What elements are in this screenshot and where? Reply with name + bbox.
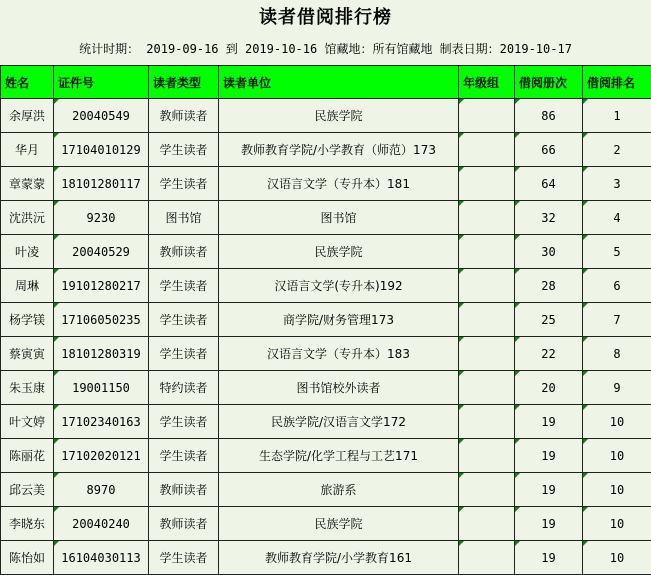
cell-card-id: 8970 bbox=[54, 473, 149, 507]
cell-reader-type: 学生读者 bbox=[149, 133, 219, 167]
cell-reader-type: 教师读者 bbox=[149, 507, 219, 541]
cell-borrow-rank: 5 bbox=[583, 235, 651, 269]
cell-grade-group bbox=[459, 133, 515, 167]
cell-card-id: 16104030113 bbox=[54, 541, 149, 575]
cell-name: 余厚洪 bbox=[1, 99, 54, 133]
cell-reader-type: 教师读者 bbox=[149, 473, 219, 507]
cell-borrow-rank: 10 bbox=[583, 405, 651, 439]
cell-borrow-rank: 4 bbox=[583, 201, 651, 235]
cell-card-id: 17102020121 bbox=[54, 439, 149, 473]
table-row bbox=[1, 371, 651, 405]
cell-grade-group bbox=[459, 405, 515, 439]
cell-name: 陈丽花 bbox=[1, 439, 54, 473]
cell-borrow-count: 66 bbox=[515, 133, 583, 167]
cell-borrow-rank: 3 bbox=[583, 167, 651, 201]
cell-borrow-rank: 10 bbox=[583, 439, 651, 473]
cell-grade-group bbox=[459, 473, 515, 507]
cell-reader-unit: 汉语言文学（专升本）181 bbox=[219, 167, 459, 201]
cell-reader-type: 学生读者 bbox=[149, 167, 219, 201]
cell-borrow-count: 19 bbox=[515, 473, 583, 507]
cell-reader-type: 图书馆 bbox=[149, 201, 219, 235]
cell-card-id: 19101280217 bbox=[54, 269, 149, 303]
cell-reader-unit: 图书馆 bbox=[219, 201, 459, 235]
cell-grade-group bbox=[459, 303, 515, 337]
cell-card-id: 17104010129 bbox=[54, 133, 149, 167]
cell-grade-group bbox=[459, 371, 515, 405]
cell-reader-type: 学生读者 bbox=[149, 405, 219, 439]
table-row bbox=[1, 337, 651, 371]
cell-reader-unit: 民族学院 bbox=[219, 99, 459, 133]
cell-borrow-count: 19 bbox=[515, 439, 583, 473]
cell-name: 陈怡如 bbox=[1, 541, 54, 575]
cell-borrow-rank: 7 bbox=[583, 303, 651, 337]
table-row bbox=[1, 133, 651, 167]
cell-borrow-count: 19 bbox=[515, 405, 583, 439]
header-reader-type: 读者类型 bbox=[149, 66, 219, 99]
cell-borrow-count: 19 bbox=[515, 541, 583, 575]
table-row bbox=[1, 235, 651, 269]
cell-borrow-rank: 8 bbox=[583, 337, 651, 371]
cell-card-id: 17102340163 bbox=[54, 405, 149, 439]
cell-grade-group bbox=[459, 337, 515, 371]
cell-card-id: 18101280319 bbox=[54, 337, 149, 371]
cell-borrow-rank: 6 bbox=[583, 269, 651, 303]
cell-borrow-rank: 10 bbox=[583, 507, 651, 541]
table-row bbox=[1, 439, 651, 473]
cell-card-id: 9230 bbox=[54, 201, 149, 235]
table-row bbox=[1, 269, 651, 303]
cell-reader-unit: 旅游系 bbox=[219, 473, 459, 507]
table-row bbox=[1, 405, 651, 439]
cell-borrow-rank: 1 bbox=[583, 99, 651, 133]
cell-borrow-count: 20 bbox=[515, 371, 583, 405]
cell-grade-group bbox=[459, 507, 515, 541]
cell-name: 朱玉康 bbox=[1, 371, 54, 405]
cell-borrow-count: 22 bbox=[515, 337, 583, 371]
table-row bbox=[1, 541, 651, 575]
table-row bbox=[1, 303, 651, 337]
cell-name: 华月 bbox=[1, 133, 54, 167]
cell-borrow-rank: 10 bbox=[583, 541, 651, 575]
cell-name: 蔡寅寅 bbox=[1, 337, 54, 371]
cell-name: 杨学镁 bbox=[1, 303, 54, 337]
cell-reader-type: 特约读者 bbox=[149, 371, 219, 405]
cell-name: 李晓东 bbox=[1, 507, 54, 541]
cell-reader-unit: 图书馆校外读者 bbox=[219, 371, 459, 405]
cell-grade-group bbox=[459, 99, 515, 133]
cell-grade-group bbox=[459, 269, 515, 303]
cell-grade-group bbox=[459, 201, 515, 235]
header-name: 姓名 bbox=[1, 66, 54, 99]
cell-reader-unit: 生态学院/化学工程与工艺171 bbox=[219, 439, 459, 473]
cell-reader-type: 学生读者 bbox=[149, 439, 219, 473]
cell-card-id: 17106050235 bbox=[54, 303, 149, 337]
cell-grade-group bbox=[459, 235, 515, 269]
cell-grade-group bbox=[459, 439, 515, 473]
cell-card-id: 20040549 bbox=[54, 99, 149, 133]
header-borrow-count: 借阅册次 bbox=[515, 66, 583, 99]
cell-name: 周琳 bbox=[1, 269, 54, 303]
cell-borrow-rank: 9 bbox=[583, 371, 651, 405]
table-row bbox=[1, 167, 651, 201]
cell-reader-unit: 民族学院/汉语言文学172 bbox=[219, 405, 459, 439]
cell-card-id: 20040529 bbox=[54, 235, 149, 269]
cell-borrow-rank: 10 bbox=[583, 473, 651, 507]
cell-borrow-count: 19 bbox=[515, 507, 583, 541]
cell-borrow-count: 86 bbox=[515, 99, 583, 133]
header-card-id: 证件号 bbox=[54, 66, 149, 99]
cell-reader-unit: 汉语言文学(专升本)192 bbox=[219, 269, 459, 303]
cell-name: 叶文婷 bbox=[1, 405, 54, 439]
cell-name: 叶凌 bbox=[1, 235, 54, 269]
cell-reader-unit: 汉语言文学（专升本）183 bbox=[219, 337, 459, 371]
header-row bbox=[1, 66, 651, 99]
cell-reader-unit: 教师教育学院/小学教育（师范）173 bbox=[219, 133, 459, 167]
cell-reader-type: 学生读者 bbox=[149, 269, 219, 303]
cell-borrow-count: 64 bbox=[515, 167, 583, 201]
ranking-table bbox=[0, 65, 651, 575]
cell-borrow-count: 32 bbox=[515, 201, 583, 235]
cell-reader-unit: 民族学院 bbox=[219, 507, 459, 541]
cell-borrow-rank: 2 bbox=[583, 133, 651, 167]
cell-reader-unit: 民族学院 bbox=[219, 235, 459, 269]
report-title: 读者借阅排行榜 bbox=[259, 7, 392, 28]
cell-reader-type: 教师读者 bbox=[149, 235, 219, 269]
cell-grade-group bbox=[459, 167, 515, 201]
cell-grade-group bbox=[459, 541, 515, 575]
table-row bbox=[1, 201, 651, 235]
table-row bbox=[1, 507, 651, 541]
header-grade-group: 年级组 bbox=[459, 66, 515, 99]
table-row bbox=[1, 99, 651, 133]
cell-borrow-count: 30 bbox=[515, 235, 583, 269]
cell-reader-type: 学生读者 bbox=[149, 541, 219, 575]
cell-reader-unit: 教师教育学院/小学教育161 bbox=[219, 541, 459, 575]
cell-name: 章蒙蒙 bbox=[1, 167, 54, 201]
cell-reader-type: 学生读者 bbox=[149, 337, 219, 371]
cell-card-id: 18101280117 bbox=[54, 167, 149, 201]
cell-card-id: 19001150 bbox=[54, 371, 149, 405]
table-body bbox=[1, 99, 651, 575]
cell-card-id: 20040240 bbox=[54, 507, 149, 541]
report-meta: 统计时期： 2019-09-16 到 2019-10-16 馆藏地：所有馆藏地 制表日期：2019-10-17 bbox=[79, 42, 572, 56]
cell-reader-type: 学生读者 bbox=[149, 303, 219, 337]
cell-reader-unit: 商学院/财务管理173 bbox=[219, 303, 459, 337]
table-row bbox=[1, 473, 651, 507]
header-borrow-rank: 借阅排名 bbox=[583, 66, 651, 99]
cell-name: 邱云美 bbox=[1, 473, 54, 507]
cell-borrow-count: 25 bbox=[515, 303, 583, 337]
cell-reader-type: 教师读者 bbox=[149, 99, 219, 133]
cell-name: 沈洪沅 bbox=[1, 201, 54, 235]
header-reader-unit: 读者单位 bbox=[219, 66, 459, 99]
cell-borrow-count: 28 bbox=[515, 269, 583, 303]
